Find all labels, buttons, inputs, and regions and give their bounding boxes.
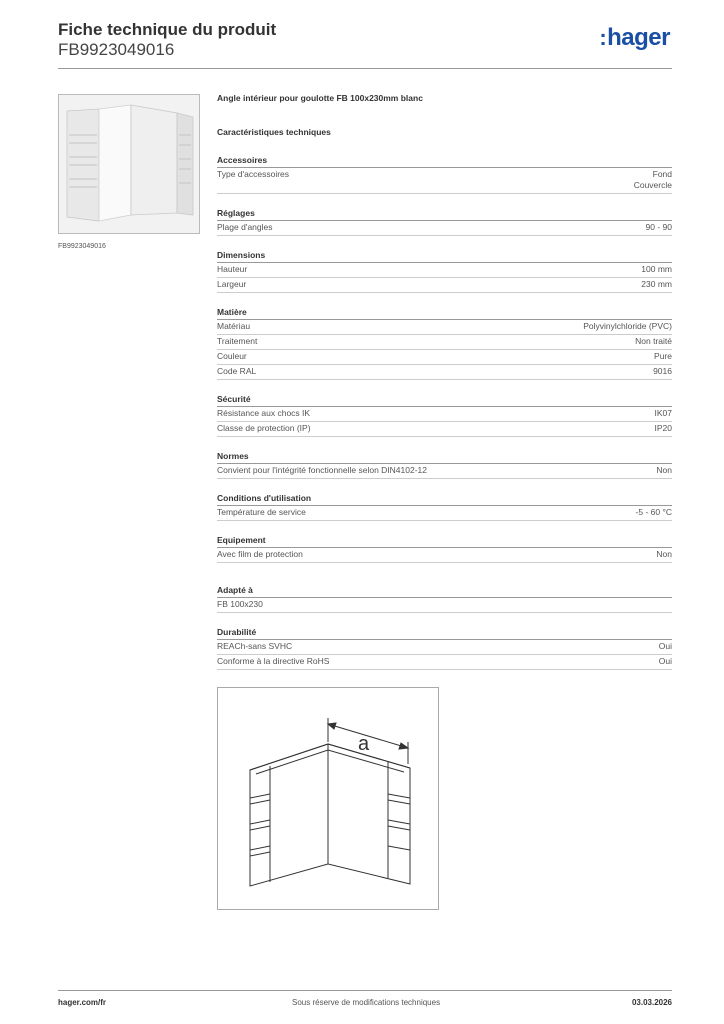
spec-value: -5 - 60 °C [635,507,672,517]
spec-label: FB 100x230 [217,599,263,609]
spec-row [217,320,672,335]
section-title: Dimensions [217,248,672,263]
page-title: Fiche technique du produit [58,20,277,39]
spec-value: 230 mm [641,279,672,289]
section-title: Normes [217,449,672,464]
spec-section [217,206,672,236]
spec-label: Convient pour l'intégrité fonctionnelle selon DIN4102-12 [217,465,428,475]
spec-value: IP20 [654,423,672,433]
dimension-label: a [358,733,370,755]
spec-label: Type d'accessoires [217,169,290,179]
spec-row [217,263,672,278]
spec-row [217,221,672,236]
page-header [58,20,672,70]
spec-label: Température de service [217,507,306,517]
spec-value: 9016 [653,366,672,376]
section-title: Accessoires [217,153,672,168]
spec-label: Matériau [217,321,251,331]
spec-label: Conforme à la directive RoHS [217,656,330,666]
product-reference: FB9923049016 [58,40,175,59]
header-divider [58,68,672,69]
spec-value: IK07 [654,408,672,418]
spec-label: Code RAL [217,366,257,376]
spec-value: 100 mm [641,264,672,274]
section-title: Sécurité [217,392,672,407]
spec-row [217,365,672,380]
footer-disclaimer: Sous réserve de modifications techniques [292,998,441,1007]
thumbnail-caption: FB9923049016 [58,243,106,250]
spec-row [217,598,672,613]
spec-value: 90 - 90 [645,222,672,232]
spec-label: Hauteur [217,264,248,274]
spec-label: Plage d'angles [217,222,273,232]
spec-row [217,640,672,655]
spec-section [217,491,672,521]
spec-row [217,506,672,521]
product-name: Angle intérieur pour goulotte FB 100x230mm blanc [217,93,423,103]
spec-row [217,655,672,670]
section-title: Réglages [217,206,672,221]
footer-divider [58,990,672,991]
spec-value: Oui [658,641,672,651]
characteristics-title: Caractéristiques techniques [217,127,331,137]
footer-date: 03.03.2026 [631,998,672,1007]
section-title: Adapté à [217,583,672,598]
spec-value: Fond Couvercle [633,169,672,190]
hager-logo: :hager [599,24,670,51]
section-title: Equipement [217,533,672,548]
spec-section [217,625,672,670]
spec-label: Avec film de protection [217,549,303,559]
spec-section [217,392,672,437]
spec-row [217,168,672,194]
spec-row [217,335,672,350]
section-title: Durabilité [217,625,672,640]
spec-section [217,248,672,293]
spec-label: Résistance aux chocs IK [217,408,311,418]
spec-label: REACh-sans SVHC [217,641,293,651]
spec-sections [217,153,672,670]
spec-value: Polyvinylchloride (PVC) [583,321,672,331]
spec-row [217,350,672,365]
spec-row [217,278,672,293]
product-thumbnail [58,94,200,234]
spec-section [217,583,672,613]
logo-text: hager [607,24,670,51]
spec-label: Classe de protection (IP) [217,423,311,433]
section-title: Conditions d'utilisation [217,491,672,506]
corner-drawing [218,688,438,909]
product-thumbnail-image [59,95,199,233]
spec-value: Pure [654,351,672,361]
footer-website[interactable]: hager.com/fr [58,998,107,1007]
spec-label: Largeur [217,279,247,289]
spec-row [217,548,672,563]
spec-row [217,407,672,422]
spec-row [217,464,672,479]
section-title: Matière [217,305,672,320]
spec-row [217,422,672,437]
spec-section [217,153,672,194]
spec-value: Non [656,465,672,475]
technical-drawing [217,687,439,910]
product-content [217,93,672,702]
spec-section [217,305,672,380]
spec-label: Traitement [217,336,258,346]
spec-section [217,533,672,563]
spec-value: Oui [658,656,672,666]
spec-label: Couleur [217,351,247,361]
spec-section [217,449,672,479]
spec-value: Non [656,549,672,559]
spec-value: Non traité [635,336,672,346]
